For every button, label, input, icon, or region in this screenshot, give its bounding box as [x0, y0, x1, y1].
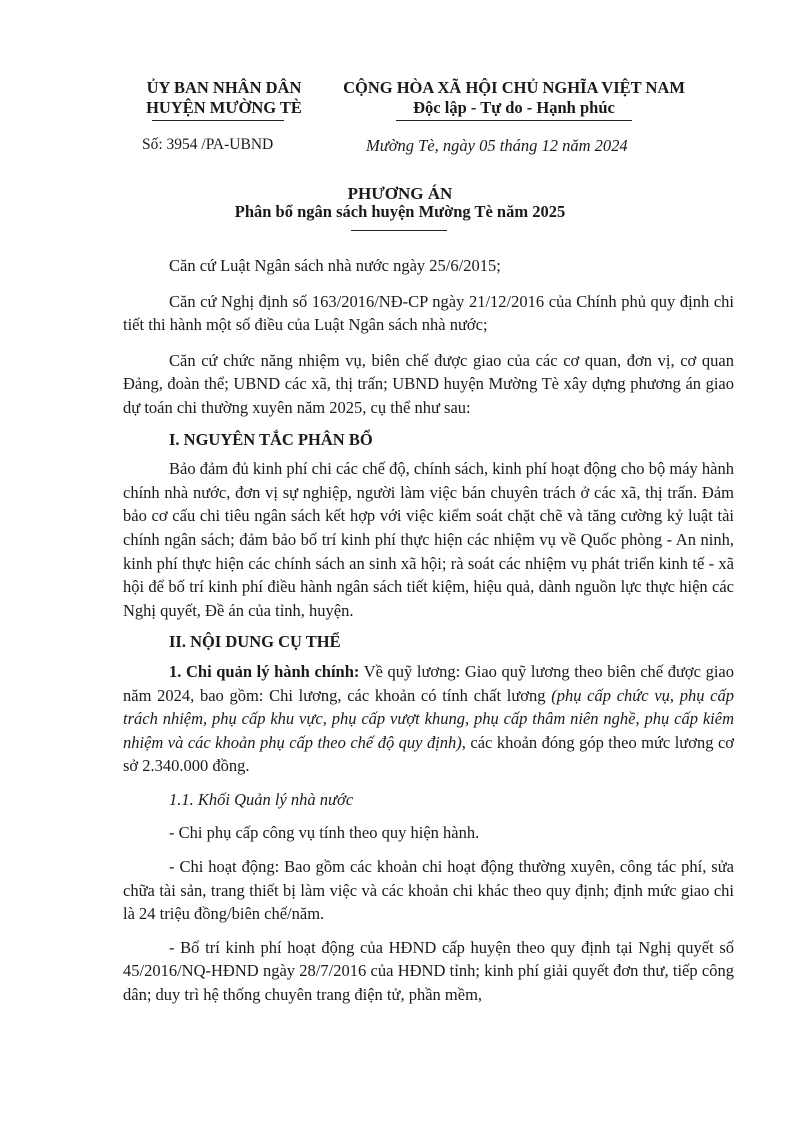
- item-text: Về quỹ lương: Giao quỹ lương theo biên chế được giao năm 2024, bao gồm: Chi lương, các khoản có tính chất lương: [123, 661, 734, 705]
- item-text-italic: (phụ cấp chức vụ, phụ cấp trách nhiệm, phụ cấp khu vực, phụ cấp vượt khung, phụ cấp thâm niên nghề, phụ cấp kiêm nhiệm và các khoản phụ cấp theo chế độ quy định): [123, 685, 734, 752]
- issuing-authority: [118, 78, 330, 118]
- org-line-2: HUYỆN MƯỜNG TÈ: [146, 98, 302, 117]
- basis-paragraph: Căn cứ Luật Ngân sách nhà nước ngày 25/6/2015;: [169, 256, 501, 275]
- document-body: [123, 254, 734, 1007]
- org-line-1: ỦY BAN NHÂN DÂN: [146, 78, 302, 97]
- basis-paragraph: Căn cứ Nghị định số 163/2016/NĐ-CP ngày 21/12/2016 của Chính phủ quy định chi tiết thi hành một số điều của Luật Ngân sách nhà nước;: [123, 291, 734, 335]
- document-subtitle: Phân bổ ngân sách huyện Mường Tè năm 2025: [234, 202, 566, 221]
- org-underline: [152, 120, 284, 121]
- basis-paragraph: Căn cứ chức năng nhiệm vụ, biên chế được giao của các cơ quan, đơn vị, cơ quan Đảng, đoàn thể; UBND các xã, thị trấn; UBND huyện Mường Tè xây dựng phương án giao dự toán chi thường xuyên năm 2025, cụ thể như sau:: [123, 350, 734, 417]
- subsection-heading: 1.1. Khối Quản lý nhà nước: [169, 789, 354, 809]
- section-heading: II. NỘI DUNG CỤ THỂ: [169, 632, 341, 652]
- item-paragraph: [123, 660, 734, 778]
- section-heading: I. NGUYÊN TẮC PHÂN BỔ: [169, 429, 373, 449]
- document-number: Số: 3954 /PA-UBND: [142, 136, 274, 153]
- subtitle-underline: [351, 230, 447, 231]
- bullet-paragraph: - Chi hoạt động: Bao gồm các khoản chi hoạt động thường xuyên, công tác phí, sửa chữa tài sản, trang thiết bị làm việc và các khoản chi khác theo quy định; định mức giao chi là 24 triệu đồng/biên chế/năm.: [123, 857, 734, 924]
- motto-underline: [396, 120, 632, 121]
- item-text: , các khoản đóng góp theo mức lương cơ sở 2.340.000 đồng.: [123, 732, 734, 776]
- document-title: PHƯƠNG ÁN: [347, 184, 453, 203]
- nation-line-2: Độc lập - Tự do - Hạnh phúc: [413, 98, 615, 117]
- document-date: Mường Tè, ngày 05 tháng 12 năm 2024: [366, 136, 628, 155]
- bullet-paragraph: - Bố trí kinh phí hoạt động của HĐND cấp huyện theo quy định tại Nghị quyết số 45/2016/NQ-HĐND ngày 28/7/2016 của HĐND tỉnh; kinh phí giải quyết đơn thư, tiếp công dân; duy trì hệ thống chuyên trang điện tử, phần mềm,: [123, 937, 734, 1005]
- section-paragraph: Bảo đảm đủ kinh phí chi các chế độ, chính sách, kinh phí hoạt động cho bộ máy hành chính nhà nước, đơn vị sự nghiệp, người làm việc bán chuyên trách ở các xã, thị trấn. Đảm bảo cơ cấu chi tiêu ngân sách kết hợp với việc kiểm soát chặt chẽ và tăng cường kỷ luật tài chính ngân sách; đảm bảo bố trí kinh phí thực hiện các nhiệm vụ về Quốc phòng - An ninh, kinh phí thực hiện các chính sách an sinh xã hội; rà soát các nhiệm vụ phát triển kinh tế - xã hội để bố trí kinh phí điều hành ngân sách tiết kiệm, hiệu quả, dành nguồn lực thực hiện các Nghị quyết, Đề án của tỉnh, huyện.: [123, 459, 734, 620]
- nation-line-1: CỘNG HÒA XÃ HỘI CHỦ NGHĨA VIỆT NAM: [343, 78, 685, 97]
- national-motto: [328, 78, 700, 118]
- bullet-paragraph: - Chi phụ cấp công vụ tính theo quy hiện hành.: [169, 823, 480, 843]
- item-label: 1. Chi quản lý hành chính:: [169, 661, 360, 681]
